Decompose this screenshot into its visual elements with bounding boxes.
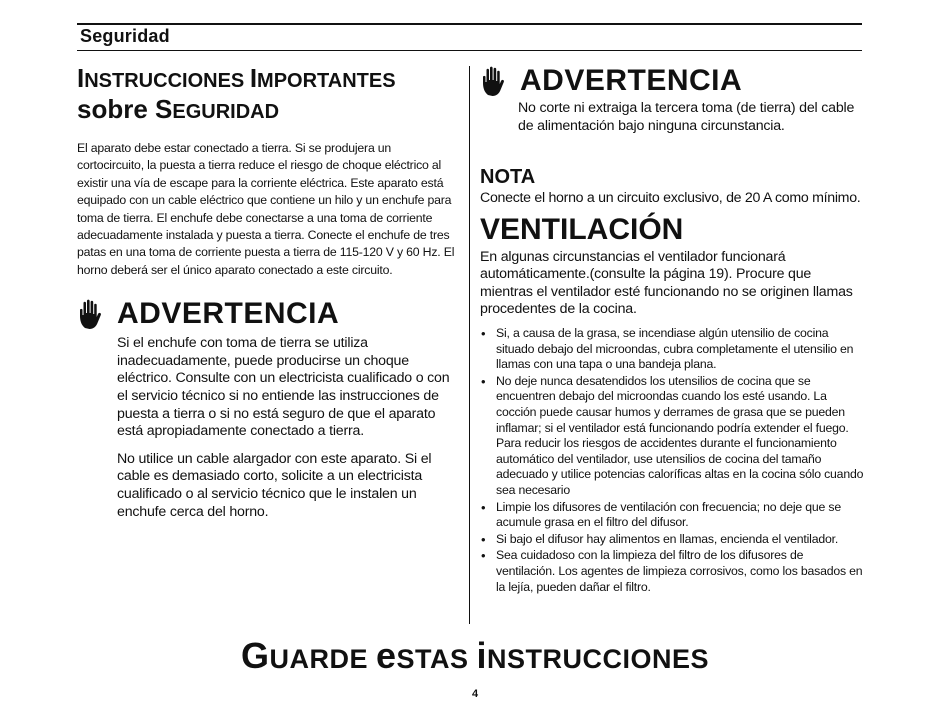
footer-title (0, 636, 950, 679)
list-item: • Limpie los difusores de ventilación con frecuencia; no deje que se acumule grasa en el filtro del difusor. (480, 500, 864, 531)
list-item: • Sea cuidadoso con la limpieza del filtro de los difusores de ventilación. Los agentes de limpieza corrosivos, como los basados en la lejía, pueden dañar el filtro. (480, 548, 864, 595)
ventilacion-title: VENTILACIÓN (480, 213, 684, 247)
nota-text: Conecte el horno a un circuito exclusivo, de 20 A como mínimo. (480, 190, 861, 207)
title-word: NSTRUCCIONES (84, 70, 250, 92)
footer-title-cap: G (240, 635, 270, 676)
left-warning-block (77, 297, 457, 521)
title-word: sobre (77, 94, 156, 124)
hand-icon (77, 298, 105, 330)
header-rule-top (77, 23, 862, 25)
title-cap: I (249, 63, 258, 93)
title-cap: I (77, 63, 85, 93)
column-divider (469, 66, 470, 624)
grounding-intro-text: El aparato debe estar conectado a tierra. Si se produjera un cortocircuito, la puesta a tierra reduce el riesgo de choque eléctrico al existir una vía de escape para la corriente eléctrica. Este aparato está equipado con un cable eléctrico que contiene un hilo y un enchufe para toma de tierra. El enchufe debe conectarse a una toma de corriente adecuadamente instalada y puesta a tierra. Conecte el enchufe de tres patas en una toma de corriente puesta a tierra de 115-120 V y 60 Hz. El horno deberá ser el único aparato conectado a este circuito. (77, 141, 455, 277)
hand-icon (480, 65, 508, 97)
left-column (77, 64, 457, 531)
warning-body (117, 335, 457, 521)
header-rule-bottom (77, 50, 862, 51)
page-number: 4 (471, 688, 479, 700)
footer-title-word: STAS (396, 644, 477, 674)
list-item: • No deje nunca desatendidos los utensilios de cocina que se encuentren debajo del microondas cuando los esté usando. La cocción puede causar humos y derrames de grasa que se pueden inflamar; si el ventilador está funcionando podría extender el fuego. Para reducir los riesgos de accidentes durante el funcionamiento automático del ventilador, use utensilios de cocina del tamaño adecuado y utilice potencias caloríficas altas en la cocina sólo cuando sea necesario (480, 374, 864, 499)
page-title (77, 64, 457, 126)
warning-body: No corte ni extraiga la tercera toma (de tierra) del cable de alimentación bajo ninguna circunstancia. (518, 100, 855, 134)
title-cap: S (155, 94, 173, 124)
footer-title-cap: i (476, 635, 488, 676)
right-column (480, 64, 864, 596)
nota-title: NOTA (480, 166, 536, 189)
footer-title-cap: e (375, 635, 397, 676)
section-label: Seguridad (80, 26, 170, 46)
footer-title-word: NSTRUCCIONES (487, 644, 710, 674)
warning-title: ADVERTENCIA (117, 297, 340, 331)
warning-paragraph: Si el enchufe con toma de tierra se utiliza inadecuadamente, puede producirse un choque eléctrico. Consulte con un electricista cualificado o con el servicio técnico si no entiende las instrucciones de puesta a tierra o si no está seguro de que el aparato está apropiadamente conectado a tierra. (117, 335, 450, 440)
list-item: • Si, a causa de la grasa, se incendiase algún utensilio de cocina situado debajo del microondas, cubra completamente el utensilio en llamas con una tapa o una bandeja plana. (480, 326, 864, 373)
ventilacion-text: En algunas circunstancias el ventilador funcionará automáticamente.(consulte la página 19). Procure que mientras el ventilador esté funcionando no se originen llamas procedentes de la cocina. (480, 249, 853, 317)
list-item: • Si bajo el difusor hay alimentos en llamas, encienda el ventilador. (480, 532, 864, 548)
ventilacion-bullet-list (480, 326, 864, 595)
title-word: MPORTANTES (257, 70, 396, 92)
footer-title-word: UARDE (269, 644, 376, 674)
title-word: EGURIDAD (172, 101, 280, 123)
warning-title: ADVERTENCIA (520, 64, 743, 97)
warning-paragraph: No utilice un cable alargador con este aparato. Si el cable es demasiado corto, solicite a un electricista cualificado o al servicio técnico que le instalen un enchufe cerca del horno. (117, 450, 432, 520)
